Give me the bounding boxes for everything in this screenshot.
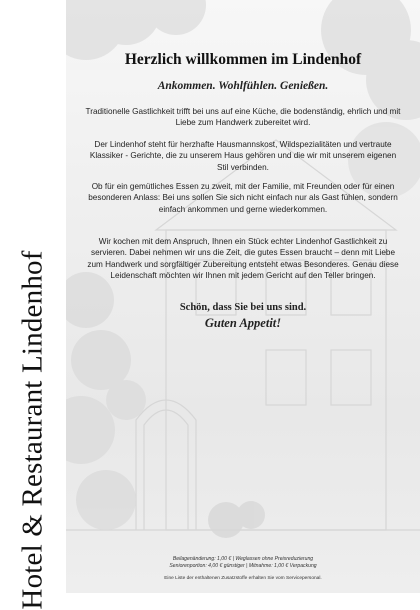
closing-line: Schön, dass Sie bei uns sind. bbox=[179, 302, 307, 313]
footnote-side-change: Beilagenänderung: 1,00 € | Weglassen ohne Preisreduzierung bbox=[172, 556, 314, 562]
welcome-subhead: Ankommen. Wohlfühlen. Genießen. bbox=[157, 80, 329, 92]
intro-paragraph-2: Der Lindenhof steht für herzhafte Hausmannskost, Wildspezialitäten und vertraute Klassiker - Gerichte, die zu unserem Haus gehören und die wir mit unserem eigenen Stil verbinden. bbox=[89, 140, 397, 172]
signoff-line: Guten Appetit! bbox=[204, 316, 282, 330]
side-band bbox=[0, 0, 66, 610]
vertical-hotel-title: Hotel & Restaurant Lindenhof bbox=[16, 250, 49, 610]
intro-paragraph-4: Wir kochen mit dem Anspruch, Ihnen ein Stück echter Lindenhof Gastlichkeit zu servieren. Dabei nehmen wir uns die Zeit, die gutes Essen braucht – denn mit Liebe zum Handwerk und sorgfältiger Zubereitung entsteht etwas Besonderes. Genau diese Leidenschaft möchten wir Ihnen mit jedem Gericht auf den Teller bringen. bbox=[87, 237, 399, 281]
welcome-headline: Herzlich willkommen im Lindenhof bbox=[124, 51, 362, 68]
intro-paragraph-1: Traditionelle Gastlichkeit trifft bei uns auf eine Küche, die bodenständig, ehrlich und mit Liebe zum Handwerk zubereitet wird. bbox=[85, 107, 401, 128]
footnote-additives: Eine Liste der enthaltenen Zusatzstoffe erhalten Sie vom Servicepersonal. bbox=[164, 576, 322, 581]
intro-paragraph-3: Ob für ein gemütliches Essen zu zweit, mit der Familie, mit Freunden oder für einen besonderen Anlass: Bei uns sollen Sie sich nicht einfach nur als Gast fühlen, sondern einfach ankommen und gerne wiederkommen. bbox=[88, 182, 398, 214]
footnote-senior-portion: Seniorenportion: 4,00 € günstiger | Mitnahme: 1,00 € Verpackung bbox=[169, 563, 317, 569]
